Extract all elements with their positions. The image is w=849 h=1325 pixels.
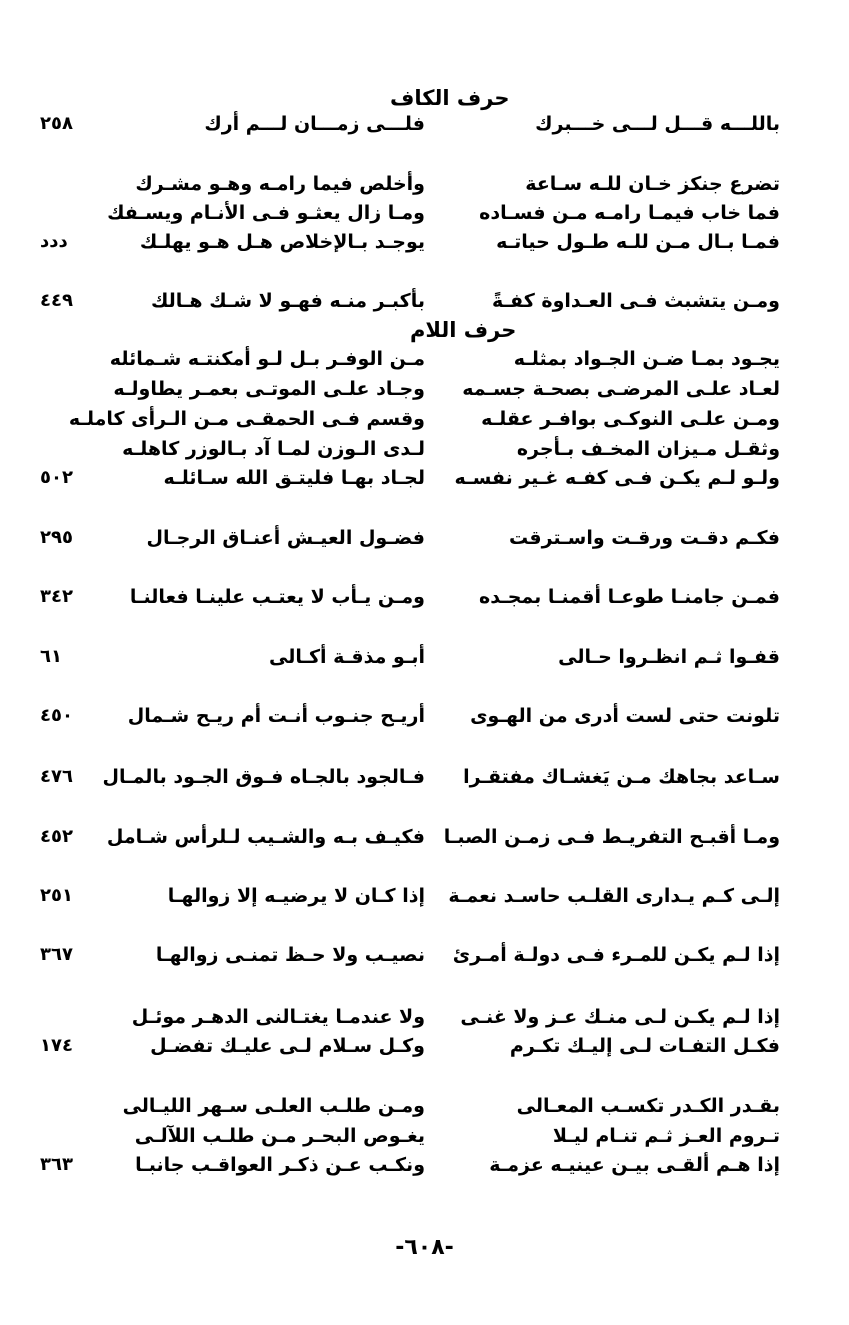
section-heading-lam: حرف اللام	[410, 318, 517, 342]
second-hemistich: نصيـب ولا حـظ تمنـى زوالهـا	[155, 944, 425, 966]
verse-row	[0, 822, 849, 852]
second-hemistich: يوجـد بـالإخلاص هـل هـو يهلـك	[139, 231, 425, 253]
second-hemistich: وقسم فـى الحمقـى مـن الـرأى كاملـه	[68, 408, 425, 430]
verse-row	[0, 1002, 849, 1032]
reference-number: ٤٥٠	[40, 705, 73, 726]
first-hemistich: إلـى كـم يـدارى القلـب حاسـد نعمـة	[448, 885, 780, 907]
second-hemistich: ومـن طلـب العلـى سـهر الليـالى	[122, 1095, 425, 1117]
second-hemistich: فلـــى زمـــان لـــم أرك	[204, 113, 425, 135]
first-hemistich: تلونت حتى لست أدرى من الهـوى	[470, 705, 780, 727]
first-hemistich: تضرع جنكز خـان للـه سـاعة	[525, 173, 780, 195]
reference-number: ددد	[40, 231, 68, 252]
first-hemistich: إذا لـم يكـن لـى منـك عـز ولا غنـى	[460, 1006, 780, 1028]
first-hemistich: بقـدر الكـدر تكسـب المعـالى	[516, 1095, 780, 1117]
verse-row	[0, 286, 849, 316]
section-heading-kaf: حرف الكاف	[390, 86, 510, 110]
verse-row	[0, 344, 849, 374]
second-hemistich: ولا عندمـا يغتـالنى الدهـر موئـل	[131, 1006, 425, 1028]
second-hemistich: لجـاد بهـا فليتـق الله سـائلـه	[163, 467, 425, 489]
first-hemistich: ومـا أقبـح التفريـط فـى زمـن الصبـا	[443, 826, 780, 848]
verse-row	[0, 762, 849, 792]
second-hemistich: أريـح جنـوب أنـت أم ريـح شـمال	[127, 705, 425, 727]
reference-number: ٢٥٨	[40, 113, 73, 134]
first-hemistich: فكـل التفـات لـى إليـك تكـرم	[509, 1035, 780, 1057]
first-hemistich: فمـا بـال مـن للـه طـول حياتـه	[496, 231, 780, 253]
reference-number: ٢٩٥	[40, 527, 73, 548]
verse-row	[0, 881, 849, 911]
first-hemistich: فما خاب فيمـا رامـه مـن فسـاده	[479, 202, 780, 224]
verse-row	[0, 463, 849, 493]
first-hemistich: إذا هـم ألقـى بيـن عينيـه عزمـة	[489, 1154, 780, 1176]
reference-number: ٣٤٢	[40, 586, 73, 607]
reference-number: ٤٧٦	[40, 766, 73, 787]
reference-number	[40, 198, 115, 228]
reference-number: ٣٦٧	[40, 944, 73, 965]
reference-number	[40, 374, 115, 404]
verse-row	[0, 374, 849, 404]
second-hemistich: وكـل سـلام لـى عليـك تفضـل	[150, 1035, 425, 1057]
reference-number	[40, 434, 115, 464]
first-hemistich: فكـم دقـت ورقـت واسـترقت	[509, 527, 780, 549]
second-hemistich: وأخلص فيما رامـه وهـو مشـرك	[135, 173, 425, 195]
verse-row	[0, 1091, 849, 1121]
reference-number: ٢٥١	[40, 885, 73, 906]
first-hemistich: ولـو لـم يكـن فـى كفـه غـير نفسـه	[454, 467, 780, 489]
verse-row	[0, 434, 849, 464]
second-hemistich: فـالجود بالجـاه فـوق الجـود بالمـال	[102, 766, 425, 788]
verse-row	[0, 582, 849, 612]
verse-row	[0, 1150, 849, 1180]
reference-number	[40, 1002, 115, 1032]
second-hemistich: وجـاد علـى الموتـى بعمـر يطاولـه	[113, 378, 425, 400]
reference-number: ٦١	[40, 646, 62, 667]
verse-row	[0, 198, 849, 228]
reference-number	[40, 404, 115, 434]
second-hemistich: ومـا زال يعثـو فـى الأنـام ويسـفك	[107, 202, 425, 224]
reference-number: ٣٦٣	[40, 1154, 73, 1175]
verse-row	[0, 109, 849, 139]
reference-number	[40, 344, 115, 374]
verse-row	[0, 523, 849, 553]
first-hemistich: باللـــه قـــل لـــى خـــبرك	[535, 113, 780, 135]
second-hemistich: ومـن يـأب لا يعتـب علينـا فعالنـا	[129, 586, 425, 608]
verse-row	[0, 169, 849, 199]
second-hemistich: إذا كـان لا يرضيـه إلا زوالهـا	[167, 885, 425, 907]
verse-row	[0, 1121, 849, 1151]
first-hemistich: وثقـل مـيزان المخـف بـأجره	[516, 438, 780, 460]
second-hemistich: فكيـف بـه والشـيب لـلرأس شـامل	[106, 826, 425, 848]
second-hemistich: ونكـب عـن ذكـر العواقـب جانبـا	[135, 1154, 425, 1176]
second-hemistich: فضـول العيـش أعنـاق الرجـال	[146, 527, 425, 549]
reference-number: ٤٤٩	[40, 290, 73, 311]
first-hemistich: إذا لـم يكـن للمـرء فـى دولـة أمـرئ	[452, 944, 780, 966]
reference-number: ٤٥٢	[40, 826, 73, 847]
reference-number: ٥٠٢	[40, 467, 73, 488]
first-hemistich: قفـوا ثـم انظـروا حـالى	[558, 646, 780, 668]
reference-number: ١٧٤	[40, 1035, 73, 1056]
reference-number	[40, 1121, 115, 1151]
first-hemistich: لعـاد علـى المرضـى بصحـة جسـمه	[462, 378, 780, 400]
first-hemistich: ومـن علـى النوكـى بوافـر عقلـه	[481, 408, 780, 430]
verse-row	[0, 642, 849, 672]
reference-number	[40, 1091, 115, 1121]
verse-row	[0, 227, 849, 257]
first-hemistich: سـاعد بجاهك مـن يَغشـاك مفتقـرا	[463, 766, 780, 788]
second-hemistich: مـن الوفـر بـل لـو أمكنتـه شـمائله	[109, 348, 425, 370]
page-number: -٦٠٨-	[395, 1235, 454, 1260]
first-hemistich: ومـن يتشبث فـى العـداوة كفـةً	[492, 290, 780, 312]
verse-row	[0, 1031, 849, 1061]
first-hemistich: فمـن جامنـا طوعـا أقمنـا بمجـده	[479, 586, 780, 608]
verse-row	[0, 940, 849, 970]
first-hemistich: يجـود بمـا ضـن الجـواد بمثلـه	[513, 348, 780, 370]
reference-number	[40, 169, 115, 199]
first-hemistich: تـروم العـز ثـم تنـام ليـلا	[552, 1125, 780, 1147]
second-hemistich: يغـوص البحـر مـن طلـب اللآلـى	[134, 1125, 425, 1147]
second-hemistich: بأكبـر منـه فهـو لا شـك هـالك	[150, 290, 425, 312]
verse-row	[0, 701, 849, 731]
second-hemistich: لـدى الـوزن لمـا آد بـالوزر كاهلـه	[122, 438, 425, 460]
second-hemistich: أبـو مذقـة أكـالى	[268, 646, 425, 668]
verse-row	[0, 404, 849, 434]
